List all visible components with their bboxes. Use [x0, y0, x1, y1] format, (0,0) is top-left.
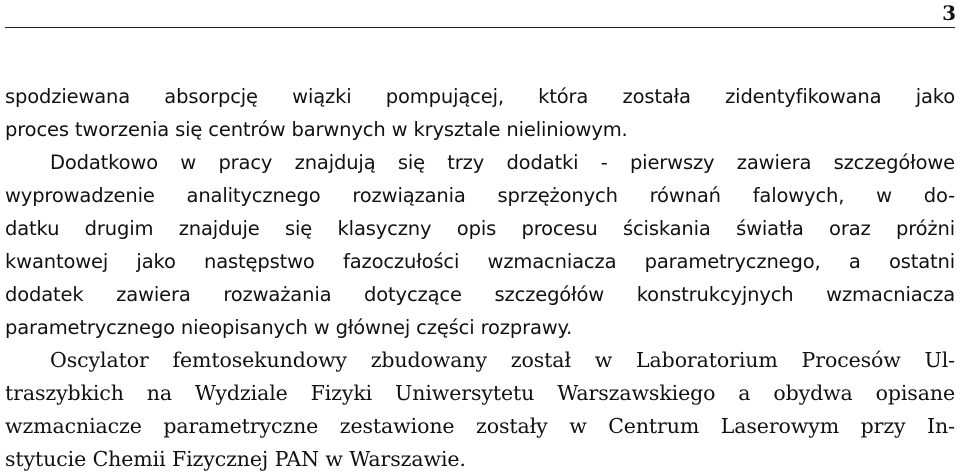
paragraph-2-line-2: wyprowadzenie analitycznego rozwiązania sprzężonych równań falowych, w do- — [5, 184, 955, 207]
paragraph-3 — [5, 344, 955, 476]
paragraph-3-line-1: Oscylator femtosekundowy zbudowany został w Laboratorium Procesów Ul- — [50, 348, 955, 372]
paragraph-2-line-1: Dodatkowo w pracy znajdują się trzy dodatki - pierwszy zawiera szczegółowe — [50, 151, 955, 174]
paragraph-1 — [5, 80, 955, 146]
paragraph-2 — [5, 146, 955, 344]
paragraph-2-line-3: datku drugim znajduje się klasyczny opis procesu ściskania światła oraz próżni — [5, 217, 955, 240]
paragraph-2-line-6: parametrycznego nieopisanych w głównej części rozprawy. — [5, 316, 573, 339]
header-rule — [5, 27, 955, 28]
paragraph-1-line-2: proces tworzenia się centrów barwnych w krysztale nieliniowym. — [5, 118, 628, 141]
page-number: 3 — [942, 1, 956, 25]
paragraph-2-line-4: kwantowej jako następstwo fazoczułości wzmacniacza parametrycznego, a ostatni — [5, 250, 955, 273]
paragraph-3-line-2: traszybkich na Wydziale Fizyki Uniwersytetu Warszawskiego a obydwa opisane — [5, 381, 955, 405]
paragraph-3-line-4: stytucie Chemii Fizycznej PAN w Warszawie. — [5, 447, 466, 471]
paragraph-2-line-5: dodatek zawiera rozważania dotyczące szczegółów konstrukcyjnych wzmacniacza — [5, 283, 955, 306]
paragraph-3-line-3: wzmacniacze parametryczne zestawione zostały w Centrum Laserowym przy In- — [5, 414, 955, 438]
paragraph-1-line-1: spodziewana absorpcję wiązki pompującej, która została zidentyfikowana jako — [5, 85, 955, 108]
